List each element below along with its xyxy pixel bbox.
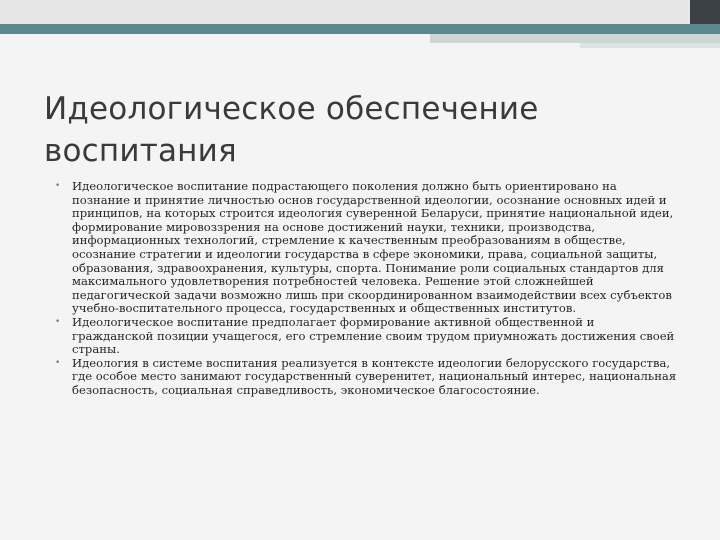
bullet-item [52, 180, 677, 316]
bullet-icon: • [55, 316, 61, 327]
bullet-icon: • [55, 181, 61, 191]
teal-decor-bar [0, 24, 720, 34]
top-decor-bar [0, 0, 720, 24]
bullet-text: Идеологическое воспитание предполагает формирование активной общественной и гражданской позиции учащегося, его стремление своим трудом приумножать достижения своей страны. [72, 314, 675, 357]
top-decor-accent-block [690, 0, 720, 24]
slide-title: Идеологическое обеспечение воспитания [44, 91, 539, 169]
bullet-icon: • [55, 357, 61, 368]
bullet-item [52, 357, 677, 398]
light-decor-bar-2 [580, 43, 720, 48]
bullet-list [52, 180, 677, 398]
bullet-item [52, 316, 677, 357]
bullet-text: Идеологическое воспитание подрастающего поколения должно быть ориентировано на познание и принятие личностью основ государственной идеологии, осознание основных идей и принципов, на которых строится идеология суверенной Беларуси, принятие национальной идеи, формирование мировоззрения на основе достижений науки, техники, производства, информационных технологий, стремление к качественным преобразованиям в обществе, осознание стратегии и идеологии государства в сфере экономики, права, социальной защиты, образования, здравоохранения, культуры, спорта. Понимание роли социальных стандартов для максимального удовлетворения потребностей человека. Решение этой сложнейшей педагогической задачи возможно лишь при скоординированном взаимодействии всех субъектов учебно-воспитательного процесса, государственных и общественных институтов. [72, 179, 674, 316]
bullet-text: Идеология в системе воспитания реализуется в контексте идеологии белорусского государства, где особое место занимают государственный суверенитет, национальный интерес, национальная безопасность, социальная справедливость, экономическое благосостояние. [72, 355, 677, 397]
light-decor-bar-1 [430, 34, 720, 43]
